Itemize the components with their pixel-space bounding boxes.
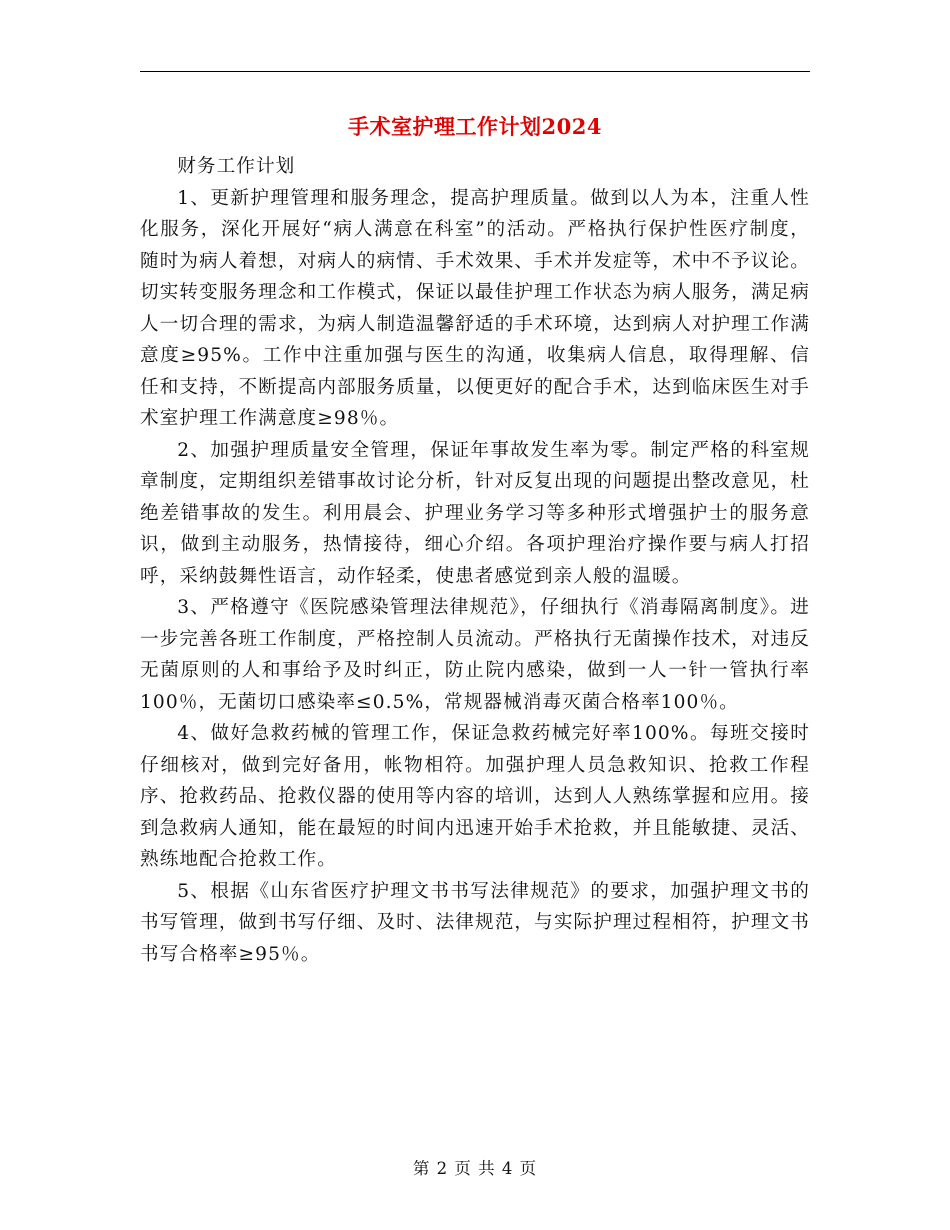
document-title: 手术室护理工作计划2024 bbox=[348, 114, 602, 139]
subtitle-line: 财务工作计划 bbox=[177, 156, 296, 177]
paragraph-1: 1、更新护理管理和服务理念，提高护理质量。做到以人为本，注重人性化服务，深化开展好“病人满意在科室”的活动。严格执行保护性医疗制度，随时为病人着想，对病人的病情、手术效果、手术并发症等，术中不予议论。切实转变服务理念和工作模式，保证以最佳护理工作状态为病人服务，满足病人一切合理的需求，为病人制造温馨舒适的手术环境，达到病人对护理工作满意度≥95%。工作中注重加强与医生的沟通，收集病人信息，取得理解、信任和支持，不断提高内部服务质量，以便更好的配合手术，达到临床医生对手术室护理工作满意度≥98％。 bbox=[140, 187, 810, 429]
paragraph-5: 5、根据《山东省医疗护理文书书写法律规范》的要求，加强护理文书的书写管理，做到书写仔细、及时、法律规范，与实际护理过程相符，护理文书书写合格率≥95％。 bbox=[140, 880, 810, 965]
document-body bbox=[140, 151, 810, 970]
paragraph-3: 3、严格遵守《医院感染管理法律规范》，仔细执行《消毒隔离制度》。进一步完善各班工作制度，严格控制人员流动。严格执行无菌操作技术，对违反无菌原则的人和事给予及时纠正，防止院内感染，做到一人一针一管执行率100％，无菌切口感染率≤0.5%，常规器械消毒灭菌合格率100％。 bbox=[140, 597, 810, 713]
paragraph-2: 2、加强护理质量安全管理，保证年事故发生率为零。制定严格的科室规章制度，定期组织差错事故讨论分析，针对反复出现的问题提出整改意见，杜绝差错事故的发生。利用晨会、护理业务学习等多种形式增强护士的服务意识，做到主动服务，热情接待，细心介绍。各项护理治疗操作要与病人打招呼，采纳鼓舞性语言，动作轻柔，使患者感觉到亲人般的温暖。 bbox=[140, 439, 810, 587]
paragraph-4: 4、做好急救药械的管理工作，保证急救药械完好率100%。每班交接时仔细核对，做到完好备用，帐物相符。加强护理人员急救知识、抢救工作程序、抢救药品、抢救仪器的使用等内容的培训，达到人人熟练掌握和应用。接到急救病人通知，能在最短的时间内迅速开始手术抢救，并且能敏捷、灵活、熟练地配合抢救工作。 bbox=[140, 723, 810, 870]
page-footer: 第 2 页 共 4 页 bbox=[412, 1159, 538, 1178]
header-rule bbox=[140, 71, 810, 72]
